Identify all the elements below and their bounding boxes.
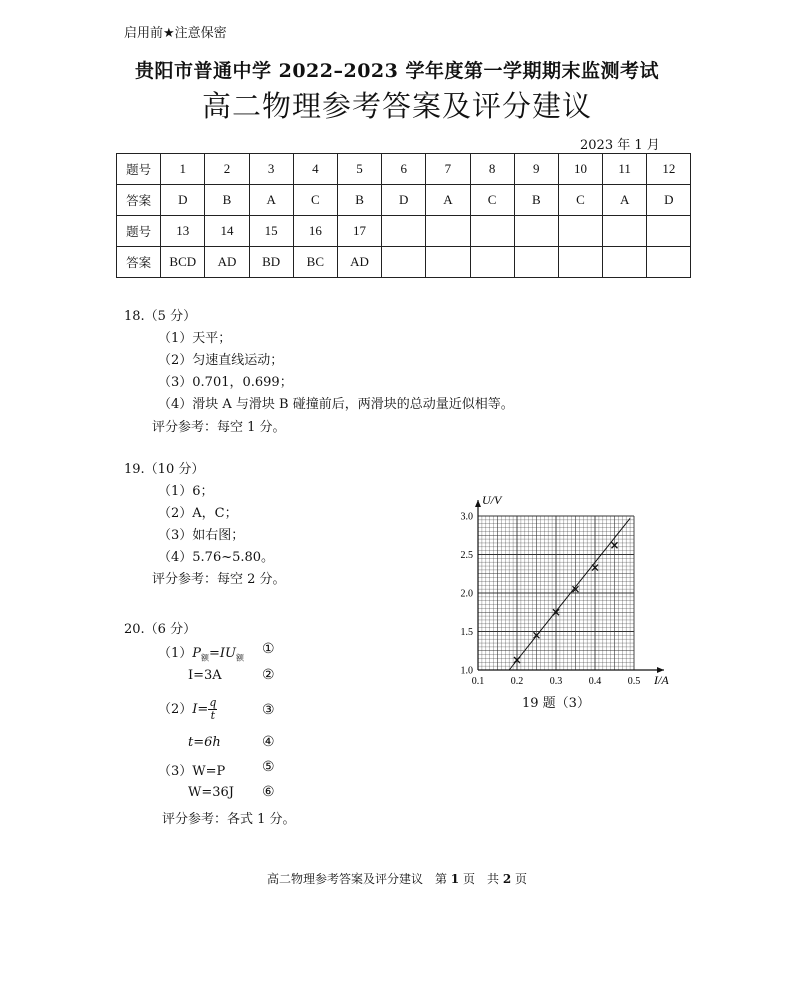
table-cell: B (205, 185, 249, 216)
q20-part3-label: （3） (158, 764, 193, 779)
footer-text-c: 页 (515, 872, 528, 886)
table-cell (647, 216, 691, 247)
table-cell (470, 216, 514, 247)
q20-scoring: 评分参考：各式 1 分。 (162, 812, 296, 827)
table-cell: D (161, 185, 205, 216)
table-cell: 答案 (117, 185, 161, 216)
answer-table (116, 153, 691, 278)
table-cell: 14 (205, 216, 249, 247)
table-cell: 9 (514, 154, 558, 185)
table-cell: C (558, 185, 602, 216)
table-cell (426, 216, 470, 247)
footer-text-a: 高二物理参考答案及评分建议 第 (266, 872, 447, 886)
q20-part1-label: （1） (158, 646, 193, 661)
formula-6: W=36J (188, 785, 235, 800)
table-cell: BD (249, 247, 293, 278)
table-cell: 17 (337, 216, 381, 247)
table-cell: C (293, 185, 337, 216)
q18-title: 18.（5 分） (124, 309, 197, 324)
q19-item-2: （2）A，C； (158, 506, 238, 521)
formula-sub: 额 (236, 653, 245, 663)
fraction-numerator: q (209, 696, 217, 709)
formula-p: P (192, 646, 202, 661)
y-tick-label: 2.5 (460, 550, 473, 561)
table-cell: 6 (382, 154, 426, 185)
table-cell: BC (293, 247, 337, 278)
q20-part2-label: （2） (158, 702, 193, 717)
table-cell: 答案 (117, 247, 161, 278)
q20-title: 20.（6 分） (124, 622, 197, 637)
table-cell (558, 247, 602, 278)
table-cell: 1 (161, 154, 205, 185)
table-cell: AD (337, 247, 381, 278)
table-cell: 11 (603, 154, 647, 185)
q19-item-4: （4）5.76~5.80。 (158, 550, 275, 565)
q19-title: 19.（10 分） (124, 462, 205, 477)
table-cell (382, 216, 426, 247)
q19-item-1: （1）6； (158, 484, 214, 499)
table-cell: A (426, 185, 470, 216)
table-cell: 题号 (117, 154, 161, 185)
footer-text-b: 页 共 (462, 872, 499, 886)
date-label: 2023 年 1 月 (580, 138, 660, 153)
fraction (208, 697, 217, 722)
table-cell: AD (205, 247, 249, 278)
table-cell: 10 (558, 154, 602, 185)
table-row (117, 247, 691, 278)
chart-ticks (461, 512, 641, 688)
formula-sub: 额 (201, 653, 210, 663)
mark-6: ⑥ (262, 784, 275, 800)
mark-2: ② (262, 667, 275, 683)
q19-item-3: （3）如右图； (158, 528, 245, 543)
table-cell: 8 (470, 154, 514, 185)
table-cell: 15 (249, 216, 293, 247)
table-cell (514, 216, 558, 247)
table-cell: BCD (161, 247, 205, 278)
table-cell: 4 (293, 154, 337, 185)
table-row (117, 154, 691, 185)
y-tick-label: 2.0 (460, 588, 473, 600)
table-cell: 2 (205, 154, 249, 185)
table-cell: C (470, 185, 514, 216)
x-axis-label: I/A (654, 673, 669, 687)
table-cell (382, 247, 426, 278)
formula-2: I=3A (188, 668, 222, 683)
table-cell: 7 (426, 154, 470, 185)
q18-item-3: （3）0.701，0.699； (158, 375, 293, 390)
table-cell (514, 247, 558, 278)
u-i-graph (440, 490, 680, 690)
y-axis-label: U/V (482, 493, 502, 507)
mark-4: ④ (262, 734, 275, 750)
q20-part1 (158, 642, 244, 664)
q20-part2 (158, 697, 217, 722)
table-cell: D (647, 185, 691, 216)
table-cell: A (603, 185, 647, 216)
x-tick-label: 0.4 (588, 676, 602, 687)
mark-5: ⑤ (262, 759, 275, 775)
table-cell: D (382, 185, 426, 216)
chart-caption: 19 题（3） (522, 696, 590, 711)
table-cell (603, 247, 647, 278)
table-cell: 13 (161, 216, 205, 247)
x-tick-label: 0.2 (510, 676, 524, 687)
confidential-label: 启用前★注意保密 (124, 26, 227, 41)
x-tick-label: 0.1 (471, 676, 485, 687)
y-tick-label: 1.0 (460, 665, 473, 677)
document-title: 高二物理参考答案及评分建议 (201, 89, 592, 123)
table-cell: A (249, 185, 293, 216)
table-cell (470, 247, 514, 278)
footer-total-pages: 2 (502, 872, 512, 886)
exam-title: 贵阳市普通中学 2022–2023 学年度第一学期期末监测考试 (135, 60, 659, 82)
q18-item-1: （1）天平； (158, 331, 232, 346)
table-cell (558, 216, 602, 247)
x-tick-label: 0.3 (549, 676, 563, 687)
mark-3: ③ (262, 702, 275, 718)
page-footer (0, 870, 794, 887)
table-cell (603, 216, 647, 247)
fraction-denominator: t (210, 709, 216, 722)
q18-scoring: 评分参考：每空 1 分。 (152, 420, 286, 435)
formula-iu: =IU (209, 646, 237, 661)
q19-scoring: 评分参考：每空 2 分。 (152, 572, 286, 587)
y-axis-arrow (475, 500, 481, 507)
chart-grid (478, 516, 634, 670)
footer-page-number: 1 (450, 872, 460, 886)
q18-item-2: （2）匀速直线运动； (158, 353, 284, 368)
q18-item-4: （4）滑块 A 与滑块 B 碰撞前后，两滑块的总动量近似相等。 (158, 397, 514, 412)
table-row (117, 216, 691, 247)
table-row (117, 185, 691, 216)
table-cell: B (337, 185, 381, 216)
formula-4: t=6h (188, 735, 221, 750)
table-cell (426, 247, 470, 278)
y-tick-label: 1.5 (460, 627, 473, 638)
table-cell: 3 (249, 154, 293, 185)
fit-line (509, 518, 630, 670)
table-cell (647, 247, 691, 278)
mark-1: ① (262, 641, 275, 657)
q20-part3 (158, 760, 225, 779)
x-tick-label: 0.5 (627, 676, 641, 687)
table-cell: 12 (647, 154, 691, 185)
formula-i: I= (192, 702, 209, 717)
y-tick-label: 3.0 (460, 511, 473, 523)
formula-5: W=P (192, 764, 226, 779)
table-cell: 题号 (117, 216, 161, 247)
table-cell: 16 (293, 216, 337, 247)
table-cell: 5 (337, 154, 381, 185)
table-cell: B (514, 185, 558, 216)
